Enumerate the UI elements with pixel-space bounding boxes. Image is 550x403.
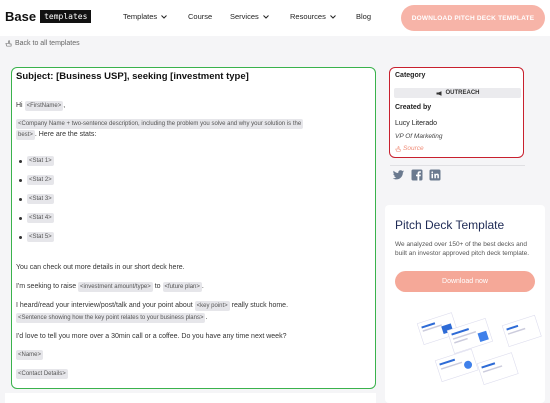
back-link-label: Back to all templates xyxy=(15,40,80,47)
greeting-comma: , xyxy=(63,102,66,109)
deck-line xyxy=(16,262,185,273)
nav-blog-label: Blog xyxy=(356,12,372,21)
call-text: I'd love to tell you more over a 30min call or a coffee. Do you have any time next week? xyxy=(16,333,287,340)
promo-card xyxy=(385,205,545,403)
list-item xyxy=(19,232,54,242)
bullet-dot xyxy=(19,160,22,163)
stats-intro: . Here are the stats: xyxy=(34,131,97,138)
divider xyxy=(390,165,525,166)
raise-end: . xyxy=(201,283,204,290)
back-link[interactable] xyxy=(5,40,80,47)
category-badge-label: OUTREACH xyxy=(445,90,480,96)
company-line xyxy=(16,118,303,129)
nav-templates-label: Templates xyxy=(123,12,158,21)
raise-pre: I'm seeking to raise xyxy=(16,283,77,290)
email-template-card xyxy=(11,67,376,389)
nav-templates[interactable] xyxy=(123,12,167,21)
sentence-line xyxy=(16,312,207,323)
nav-services-label: Services xyxy=(230,12,259,21)
chevron-down-icon xyxy=(263,15,269,19)
author-role: VP Of Marketing xyxy=(395,133,443,140)
raise-line xyxy=(16,281,204,292)
investment-amount-tag: <investment amount/type> xyxy=(80,284,151,290)
list-item xyxy=(19,213,54,223)
stat-tag: <Stat 5> xyxy=(29,234,52,240)
bullet-dot xyxy=(19,217,22,220)
source-label: Source xyxy=(403,145,424,152)
name-tag: <Name> xyxy=(18,352,42,358)
name-line xyxy=(16,349,43,360)
list-item xyxy=(19,156,54,166)
company-tag-end: best> xyxy=(18,132,33,138)
below-card-strip xyxy=(5,393,376,403)
logo-templates: templates xyxy=(40,10,91,23)
hand-pointer-icon xyxy=(5,40,12,47)
nav-resources-label: Resources xyxy=(290,12,326,21)
company-tag: <Company Name + two-sentence description, including the problem you solve and why your solution is the xyxy=(18,121,302,127)
stat-tag: <Stat 2> xyxy=(29,177,52,183)
company-line-2 xyxy=(16,129,96,140)
megaphone-icon xyxy=(436,91,443,96)
twitter-icon[interactable] xyxy=(392,169,405,181)
future-plan-tag: <future plan> xyxy=(164,284,200,290)
list-item xyxy=(19,194,54,204)
key-point-tag: <key point> xyxy=(196,303,228,309)
category-card xyxy=(389,67,524,158)
greeting: Hi xyxy=(16,102,23,109)
nav-blog[interactable] xyxy=(356,12,371,21)
nav-services[interactable] xyxy=(230,12,269,21)
download-now-button[interactable]: Download now xyxy=(395,271,535,292)
hand-pointer-icon xyxy=(395,146,401,152)
facebook-icon[interactable] xyxy=(411,169,423,181)
top-nav xyxy=(0,0,550,36)
created-by-label: Created by xyxy=(395,104,432,111)
bullet-dot xyxy=(19,198,22,201)
greeting-line xyxy=(16,100,65,111)
sentence-tag: <Sentence showing how the key point relates to your business plans> xyxy=(18,315,204,321)
email-subject: Subject: [Business USP], seeking [investment type] xyxy=(16,71,249,82)
logo-base: Base xyxy=(5,9,37,24)
category-badge[interactable] xyxy=(394,88,521,98)
bullet-dot xyxy=(19,236,22,239)
contact-line xyxy=(16,368,68,379)
category-label: Category xyxy=(395,72,426,79)
heard-line xyxy=(16,300,288,311)
first-name-tag: <FirstName> xyxy=(26,103,62,109)
chevron-down-icon xyxy=(161,15,167,19)
chevron-down-icon xyxy=(330,15,336,19)
heard-pre: I heard/read your interview/post/talk and your point about xyxy=(16,302,193,309)
contact-details-tag: <Contact Details> xyxy=(18,371,66,377)
call-line xyxy=(16,331,286,342)
heard-post: really stuck home. xyxy=(231,302,289,309)
pitch-deck-preview-image xyxy=(385,295,545,403)
nav-course-label: Course xyxy=(188,12,213,21)
deck-text: You can check out more details in our short deck here. xyxy=(16,264,185,271)
source-link[interactable] xyxy=(395,145,424,152)
sentence-end: . xyxy=(205,314,208,321)
bullet-dot xyxy=(19,179,22,182)
promo-title: Pitch Deck Template xyxy=(395,218,505,232)
stat-tag: <Stat 1> xyxy=(29,158,52,164)
stat-tag: <Stat 4> xyxy=(29,215,52,221)
logo[interactable] xyxy=(5,9,91,24)
stat-tag: <Stat 3> xyxy=(29,196,52,202)
nav-resources[interactable] xyxy=(290,12,336,21)
promo-description: We analyzed over 150+ of the best decks and built an investor approved pitch deck template. xyxy=(395,241,530,257)
download-pitch-deck-button[interactable]: DOWNLOAD PITCH DECK TEMPLATE xyxy=(401,5,545,31)
nav-course[interactable] xyxy=(188,12,212,21)
author-name: Lucy Literado xyxy=(395,120,438,127)
raise-to: to xyxy=(154,283,161,290)
linkedin-icon[interactable] xyxy=(429,169,441,181)
list-item xyxy=(19,175,54,185)
